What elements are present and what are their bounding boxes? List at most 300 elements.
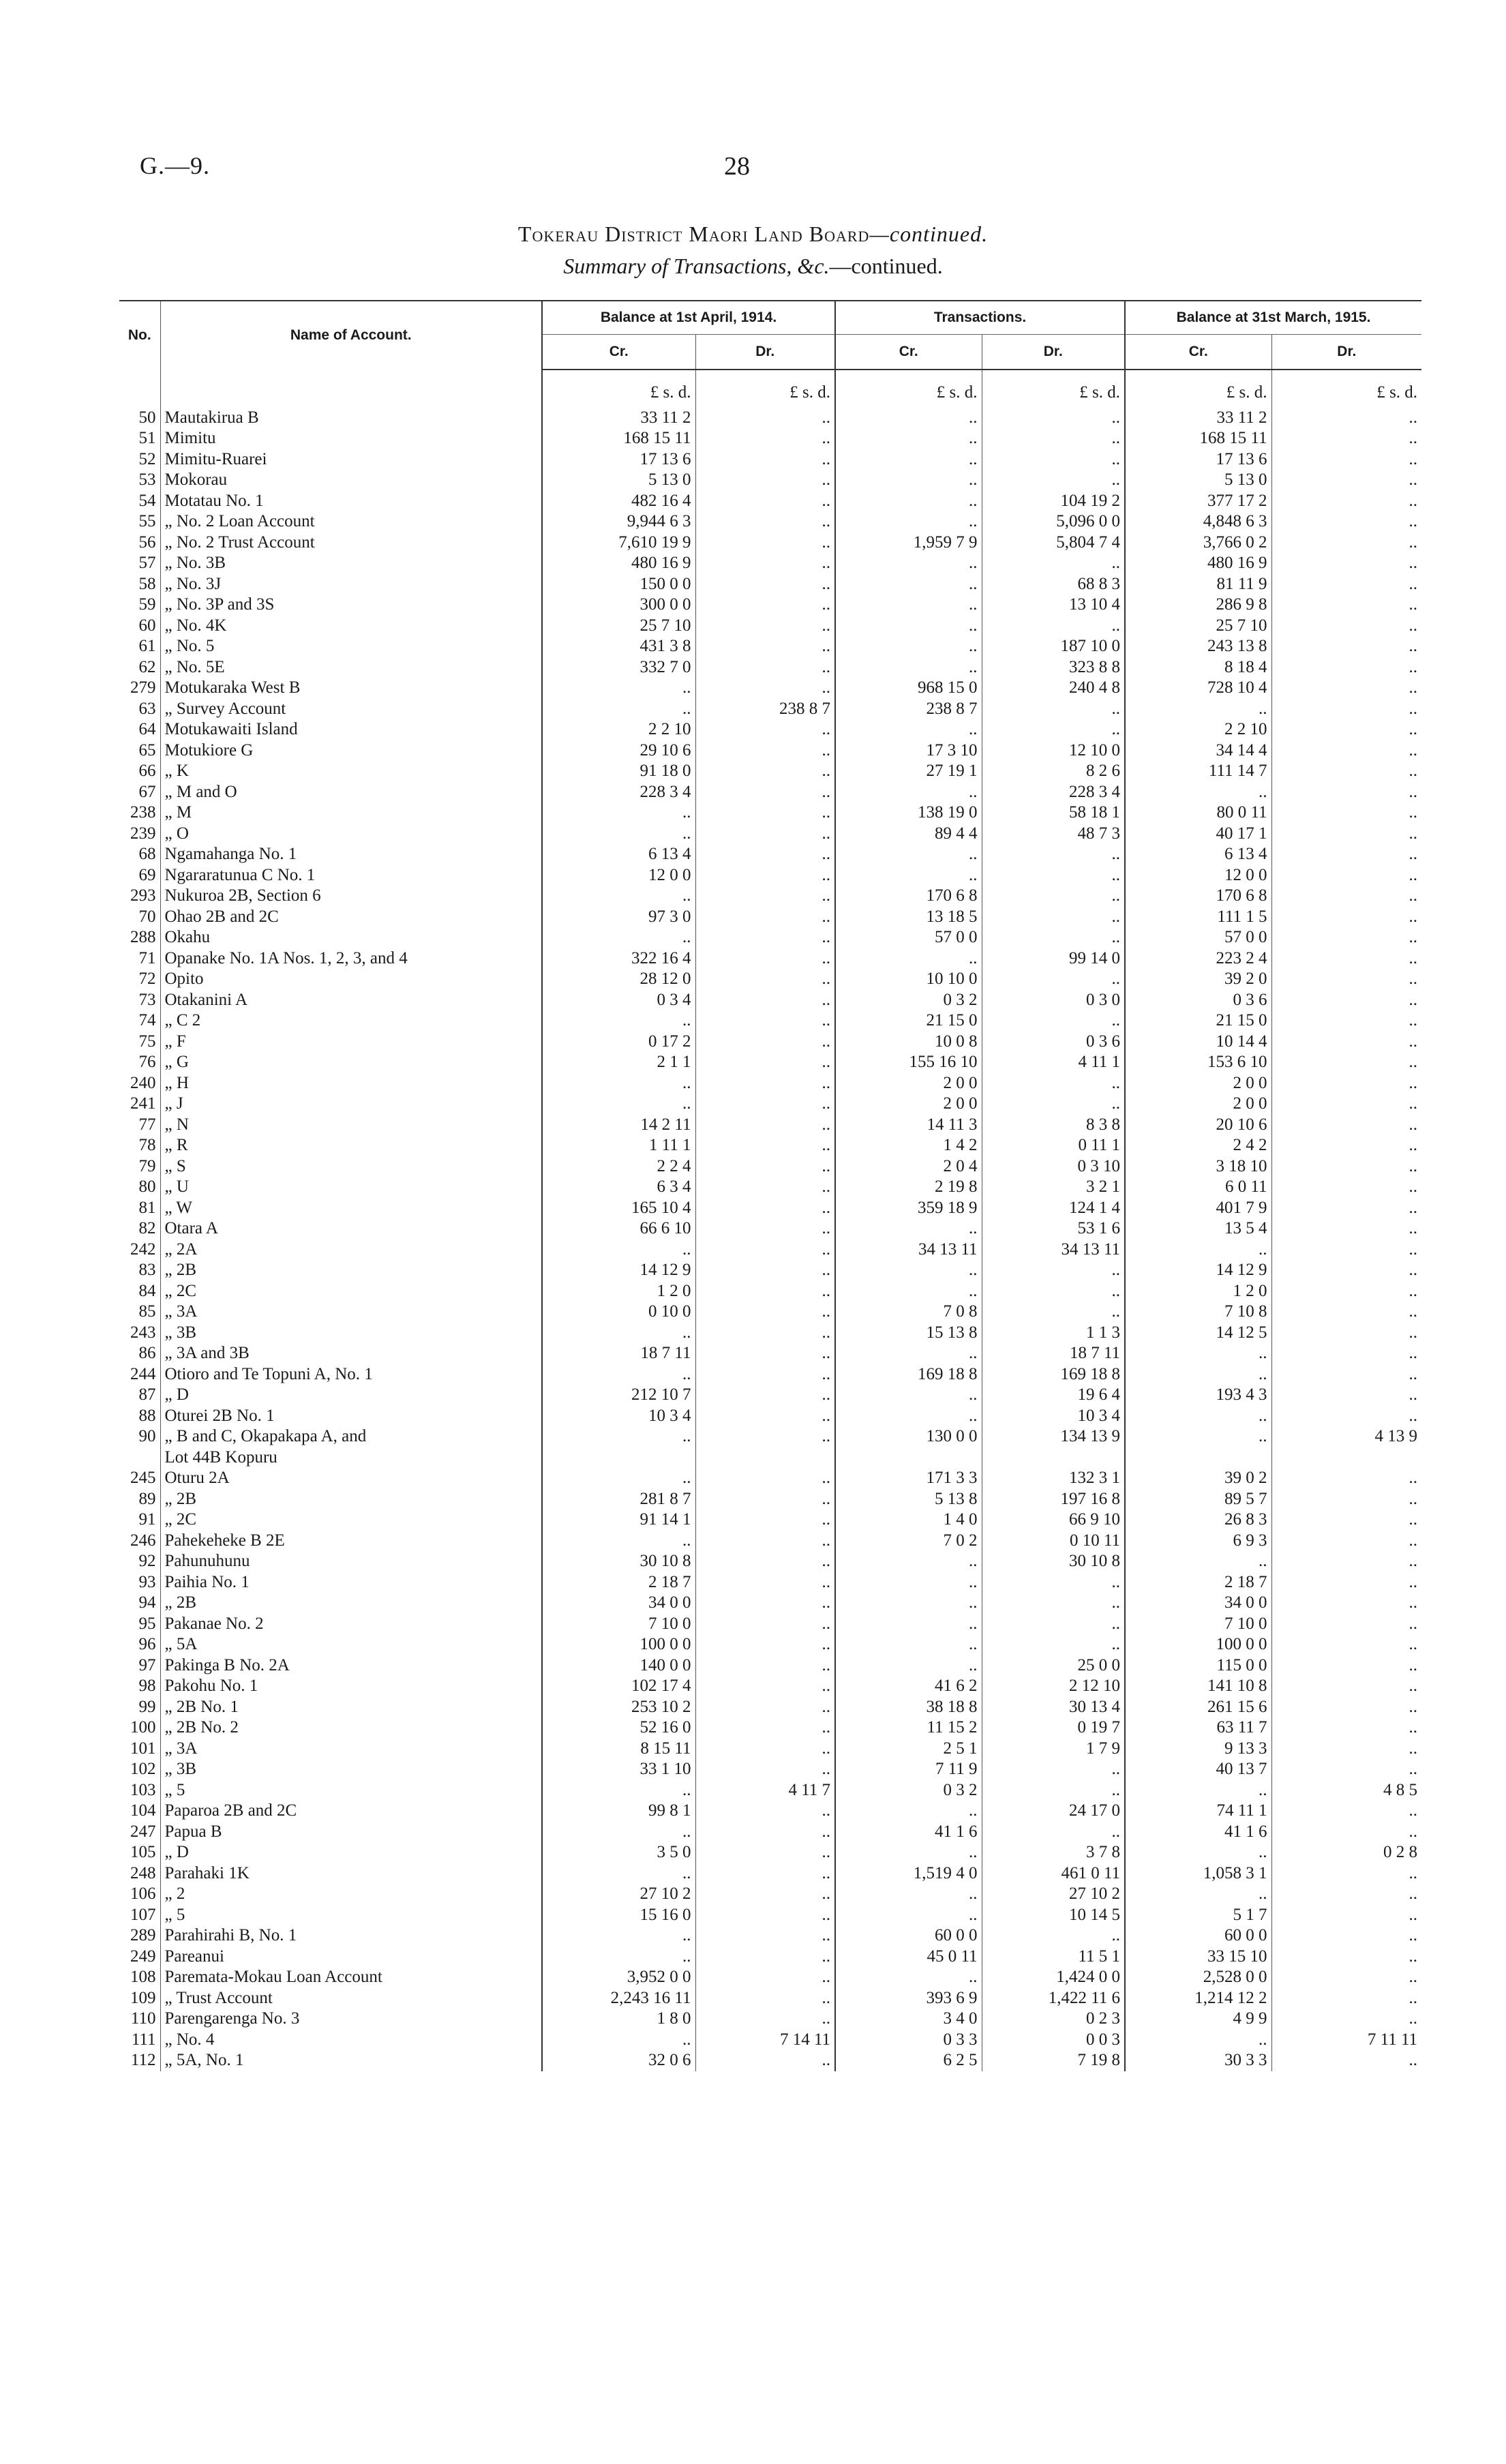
account-number: 99: [138, 1697, 156, 1716]
units-name-cell: [160, 370, 542, 408]
balance-1914-cr: 228 3 4: [542, 782, 695, 803]
balance-1915-dr: ..: [1271, 1531, 1421, 1552]
balance-1915-cr: 14 12 5: [1125, 1323, 1271, 1344]
balance-1914-dr: ..: [695, 1739, 835, 1760]
account-name: Ohao 2B and 2C: [160, 907, 542, 928]
balance-1914-cr: ..: [542, 1822, 695, 1843]
balance-1915-dr: ..: [1271, 1717, 1421, 1739]
balance-1914-cr: 29 10 6: [542, 740, 695, 762]
account-name: „ 5A, No. 1: [160, 2050, 542, 2071]
account-number: 76: [138, 1053, 156, 1071]
account-name: Opanake No. 1A Nos. 1, 2, 3, and 4: [160, 948, 542, 970]
account-number: 60: [138, 616, 156, 635]
account-number: 103: [130, 1780, 156, 1799]
balance-1914-dr: ..: [695, 1426, 835, 1447]
balance-1915-cr: 80 0 11: [1125, 802, 1271, 824]
balance-1914-dr: ..: [695, 511, 835, 532]
account-name: „ 2C: [160, 1281, 542, 1302]
transactions-cr: 968 15 0: [835, 678, 982, 699]
balance-1915-dr: ..: [1271, 761, 1421, 782]
balance-1915-dr: ..: [1271, 1614, 1421, 1635]
units-no-cell: [119, 370, 160, 408]
transactions-dr: 0 2 3: [982, 2009, 1125, 2030]
balance-1914-dr: ..: [695, 1343, 835, 1364]
account-name: „ K: [160, 761, 542, 782]
account-name: Pakohu No. 1: [160, 1676, 542, 1697]
transactions-dr: 10 14 5: [982, 1905, 1125, 1926]
account-number: 248: [130, 1863, 156, 1882]
balance-1915-dr: ..: [1271, 616, 1421, 637]
transactions-dr: 53 1 6: [982, 1218, 1125, 1239]
transactions-dr: 27 10 2: [982, 1884, 1125, 1905]
balance-1914-cr: 52 16 0: [542, 1717, 695, 1739]
account-number: 242: [130, 1239, 156, 1259]
balance-1915-cr: 12 0 0: [1125, 865, 1271, 886]
transactions-dr: 19 6 4: [982, 1385, 1125, 1406]
transactions-cr: ..: [835, 449, 982, 470]
account-number: 73: [138, 990, 156, 1009]
transactions-dr: 10 3 4: [982, 1406, 1125, 1427]
account-name: „ M and O: [160, 782, 542, 803]
transactions-dr: 13 10 4: [982, 595, 1125, 616]
account-number: 110: [130, 2009, 156, 2028]
balance-1914-cr: 8 15 11: [542, 1739, 695, 1760]
account-number: 66: [138, 762, 156, 780]
account-name: „ 2C: [160, 1509, 542, 1531]
table-row: [119, 1531, 1421, 1552]
account-number: 63: [138, 699, 156, 718]
balance-1914-dr: ..: [695, 2050, 835, 2071]
account-name: Otara A: [160, 1218, 542, 1239]
transactions-dr: ..: [982, 1302, 1125, 1323]
transactions-dr: 0 3 6: [982, 1032, 1125, 1053]
transactions-cr: 0 3 2: [835, 990, 982, 1011]
account-name: „ B and C, Okapakapa A, and: [160, 1426, 542, 1447]
balance-1914-dr: ..: [695, 2009, 835, 2030]
balance-1914-dr: ..: [695, 844, 835, 865]
balance-1915-dr: ..: [1271, 1551, 1421, 1572]
balance-1915-cr: ..: [1125, 1239, 1271, 1261]
transactions-cr: ..: [835, 1801, 982, 1822]
account-rows: [119, 408, 1421, 2071]
table-row: [119, 1717, 1421, 1739]
header-name: Name of Account.: [160, 301, 542, 370]
account-number: 111: [131, 2030, 156, 2049]
balance-1915-cr: 1,058 3 1: [1125, 1863, 1271, 1884]
balance-1914-cr: ..: [542, 1010, 695, 1032]
balance-1914-cr: ..: [542, 1780, 695, 1801]
balance-1914-cr: 91 18 0: [542, 761, 695, 782]
balance-1915-cr: 193 4 3: [1125, 1385, 1271, 1406]
account-number: 85: [138, 1302, 156, 1321]
table-row: [119, 1988, 1421, 2009]
balance-1915-dr: ..: [1271, 844, 1421, 865]
balance-1915-dr: ..: [1271, 1218, 1421, 1239]
account-number: [119, 1447, 160, 1469]
account-name: „ 2: [160, 1884, 542, 1905]
transactions-dr: 30 13 4: [982, 1697, 1125, 1718]
account-name: „ M: [160, 802, 542, 824]
account-number: 100: [130, 1718, 156, 1737]
balance-1914-cr: ..: [542, 927, 695, 948]
account-number: 82: [138, 1219, 156, 1237]
table-row: [119, 1739, 1421, 1760]
account-name: Pahunuhunu: [160, 1551, 542, 1572]
balance-1914-cr: 32 0 6: [542, 2050, 695, 2071]
transactions-cr: 2 0 4: [835, 1156, 982, 1177]
account-name: „ U: [160, 1177, 542, 1198]
balance-1914-cr: 17 13 6: [542, 449, 695, 470]
header-dr-transactions: Dr.: [982, 335, 1125, 370]
account-number: 246: [130, 1531, 156, 1550]
account-number: 90: [138, 1427, 156, 1445]
balance-1915-dr: ..: [1271, 1073, 1421, 1094]
balance-1914-cr: 15 16 0: [542, 1905, 695, 1926]
balance-1915-dr: ..: [1271, 1509, 1421, 1531]
account-name: Mokorau: [160, 470, 542, 491]
account-number: 238: [130, 803, 156, 822]
transactions-dr: [982, 1447, 1125, 1469]
balance-1914-cr: ..: [542, 1239, 695, 1261]
balance-1914-cr: 97 3 0: [542, 907, 695, 928]
table-row: [119, 782, 1421, 803]
transactions-cr: 238 8 7: [835, 699, 982, 720]
balance-1915-cr: 20 10 6: [1125, 1115, 1271, 1136]
transactions-dr: 66 9 10: [982, 1509, 1125, 1531]
transactions-dr: ..: [982, 927, 1125, 948]
transactions-cr: ..: [835, 408, 982, 429]
balance-1915-dr: ..: [1271, 1884, 1421, 1905]
account-name: „ O: [160, 824, 542, 845]
transactions-dr: ..: [982, 449, 1125, 470]
balance-1915-dr: ..: [1271, 636, 1421, 657]
balance-1915-cr: 7 10 8: [1125, 1302, 1271, 1323]
balance-1914-dr: ..: [695, 1531, 835, 1552]
balance-1915-dr: ..: [1271, 1094, 1421, 1115]
account-name: „ Trust Account: [160, 1988, 542, 2009]
balance-1914-cr: 66 6 10: [542, 1218, 695, 1239]
table-row: [119, 532, 1421, 554]
transactions-dr: 1,422 11 6: [982, 1988, 1125, 2009]
balance-1915-dr: ..: [1271, 1198, 1421, 1219]
balance-1914-dr: ..: [695, 1905, 835, 1926]
balance-1914-dr: ..: [695, 948, 835, 970]
balance-1914-cr: 99 8 1: [542, 1801, 695, 1822]
balance-1914-cr: 0 3 4: [542, 990, 695, 1011]
balance-1914-cr: 6 13 4: [542, 844, 695, 865]
units-label: £ s. d.: [835, 370, 982, 408]
balance-1915-dr: ..: [1271, 408, 1421, 429]
balance-1914-dr: ..: [695, 865, 835, 886]
account-number: 86: [138, 1344, 156, 1362]
header-no: No.: [119, 301, 160, 370]
balance-1914-dr: 7 14 11: [695, 2030, 835, 2051]
transactions-cr: 21 15 0: [835, 1010, 982, 1032]
balance-1914-dr: ..: [695, 1406, 835, 1427]
account-number: 62: [138, 657, 156, 676]
transactions-dr: ..: [982, 1634, 1125, 1655]
balance-1914-dr: ..: [695, 1156, 835, 1177]
balance-1915-cr: ..: [1125, 1780, 1271, 1801]
balance-1915-dr: ..: [1271, 1822, 1421, 1843]
account-number: 54: [138, 491, 156, 510]
balance-1915-cr: 34 0 0: [1125, 1593, 1271, 1614]
table-row: [119, 1218, 1421, 1239]
units-label: £ s. d.: [695, 370, 835, 408]
balance-1914-cr: 332 7 0: [542, 657, 695, 678]
table-row: [119, 1447, 1421, 1469]
balance-1914-cr: 3,952 0 0: [542, 1967, 695, 1988]
table-row: [119, 1925, 1421, 1947]
balance-1914-cr: 0 10 0: [542, 1302, 695, 1323]
balance-1915-cr: 261 15 6: [1125, 1697, 1271, 1718]
balance-1915-dr: ..: [1271, 1759, 1421, 1780]
transactions-dr: 0 3 0: [982, 990, 1125, 1011]
balance-1914-dr: ..: [695, 1052, 835, 1073]
account-number: 61: [138, 637, 156, 655]
balance-1914-cr: ..: [542, 1947, 695, 1968]
balance-1915-cr: 39 2 0: [1125, 969, 1271, 990]
account-name: Paparoa 2B and 2C: [160, 1801, 542, 1822]
account-name: „ 3B: [160, 1323, 542, 1344]
table-row: [119, 616, 1421, 637]
transactions-cr: 138 19 0: [835, 802, 982, 824]
balance-1915-dr: ..: [1271, 428, 1421, 449]
account-name: Paremata-Mokau Loan Account: [160, 1967, 542, 1988]
page-number: 28: [724, 152, 750, 181]
document-reference: G.—9.: [140, 152, 210, 179]
transactions-dr: 323 8 8: [982, 657, 1125, 678]
balance-1915-dr: ..: [1271, 1593, 1421, 1614]
table-row: [119, 1614, 1421, 1635]
balance-1915-cr: 21 15 0: [1125, 1010, 1271, 1032]
table-row: [119, 657, 1421, 678]
account-name: „ 5: [160, 1780, 542, 1801]
table-row: [119, 1385, 1421, 1406]
balance-1915-dr: ..: [1271, 802, 1421, 824]
transactions-dr: ..: [982, 1010, 1125, 1032]
transactions-cr: ..: [835, 1655, 982, 1677]
account-number: 289: [130, 1926, 156, 1944]
balance-1915-dr: ..: [1271, 740, 1421, 762]
balance-1914-dr: ..: [695, 1988, 835, 2009]
balance-1915-dr: ..: [1271, 470, 1421, 491]
balance-1914-dr: ..: [695, 636, 835, 657]
balance-1915-cr: 4,848 6 3: [1125, 511, 1271, 532]
balance-1915-cr: 6 0 11: [1125, 1177, 1271, 1198]
account-number: 50: [138, 408, 156, 427]
account-name: „ D: [160, 1385, 542, 1406]
transactions-table: [119, 300, 1421, 2071]
table-row: [119, 1260, 1421, 1281]
account-number: 56: [138, 532, 156, 552]
balance-1915-dr: ..: [1271, 532, 1421, 554]
balance-1915-cr: 7 10 0: [1125, 1614, 1271, 1635]
account-name: „ No. 2 Loan Account: [160, 511, 542, 532]
table-row: [119, 2030, 1421, 2051]
account-number: 58: [138, 574, 156, 593]
balance-1915-cr: 81 11 9: [1125, 574, 1271, 595]
balance-1914-dr: ..: [695, 1572, 835, 1593]
balance-1915-dr: ..: [1271, 1239, 1421, 1261]
balance-1914-cr: ..: [542, 1426, 695, 1447]
account-number: 245: [130, 1469, 156, 1487]
transactions-cr: ..: [835, 782, 982, 803]
balance-1914-dr: ..: [695, 1468, 835, 1489]
table-row: [119, 1967, 1421, 1988]
account-number: 249: [130, 1947, 156, 1966]
units-label: £ s. d.: [982, 370, 1125, 408]
balance-1915-cr: 401 7 9: [1125, 1198, 1271, 1219]
account-number: 79: [138, 1156, 156, 1175]
transactions-cr: ..: [835, 1572, 982, 1593]
balance-1915-cr: 33 11 2: [1125, 408, 1271, 429]
table-row: [119, 553, 1421, 574]
transactions-cr: 89 4 4: [835, 824, 982, 845]
balance-1914-dr: ..: [695, 1218, 835, 1239]
table-row: [119, 1489, 1421, 1510]
balance-1915-cr: 377 17 2: [1125, 491, 1271, 512]
title-continued: —continued.: [869, 222, 989, 246]
table-row: [119, 1634, 1421, 1655]
header-balance-1915: Balance at 31st March, 1915.: [1125, 301, 1421, 335]
account-number: 102: [130, 1760, 156, 1778]
balance-1915-cr: 0 3 6: [1125, 990, 1271, 1011]
transactions-cr: ..: [835, 595, 982, 616]
account-number: 240: [130, 1073, 156, 1092]
balance-1915-dr: ..: [1271, 1967, 1421, 1988]
balance-1914-dr: ..: [695, 1073, 835, 1094]
transactions-dr: ..: [982, 886, 1125, 907]
transactions-cr: 5 13 8: [835, 1489, 982, 1510]
balance-1915-cr: 2 4 2: [1125, 1135, 1271, 1156]
account-name: „ G: [160, 1052, 542, 1073]
balance-1914-cr: ..: [542, 1468, 695, 1489]
balance-1915-dr: ..: [1271, 719, 1421, 740]
transactions-cr: ..: [835, 1551, 982, 1572]
account-number: 96: [138, 1635, 156, 1653]
balance-1915-cr: ..: [1125, 782, 1271, 803]
balance-1914-dr: ..: [695, 1010, 835, 1032]
balance-1915-dr: ..: [1271, 1468, 1421, 1489]
balance-1915-cr: 14 12 9: [1125, 1260, 1271, 1281]
account-name: Okahu: [160, 927, 542, 948]
table-row: [119, 1426, 1421, 1447]
account-number: 65: [138, 740, 156, 760]
account-name: Oturei 2B No. 1: [160, 1406, 542, 1427]
account-name: „ C 2: [160, 1010, 542, 1032]
account-name: „ 5A: [160, 1634, 542, 1655]
table-row: [119, 824, 1421, 845]
balance-1914-cr: 10 3 4: [542, 1406, 695, 1427]
table-row: [119, 491, 1421, 512]
balance-1914-cr: ..: [542, 1925, 695, 1947]
balance-1914-cr: ..: [542, 802, 695, 824]
transactions-cr: ..: [835, 719, 982, 740]
table-row: [119, 1052, 1421, 1073]
transactions-cr: 6 2 5: [835, 2050, 982, 2071]
units-label: £ s. d.: [1125, 370, 1271, 408]
transactions-cr: 170 6 8: [835, 886, 982, 907]
balance-1914-cr: 18 7 11: [542, 1343, 695, 1364]
balance-1914-cr: 0 17 2: [542, 1032, 695, 1053]
table-row: [119, 1593, 1421, 1614]
balance-1914-dr: ..: [695, 1094, 835, 1115]
balance-1915-cr: 3 18 10: [1125, 1156, 1271, 1177]
balance-1914-dr: ..: [695, 1323, 835, 1344]
balance-1915-cr: 223 2 4: [1125, 948, 1271, 970]
balance-1914-cr: ..: [542, 2030, 695, 2051]
balance-1915-cr: 26 8 3: [1125, 1509, 1271, 1531]
transactions-cr: 3 4 0: [835, 2009, 982, 2030]
transactions-cr: ..: [835, 1634, 982, 1655]
balance-1914-dr: ..: [695, 1115, 835, 1136]
balance-1914-cr: 100 0 0: [542, 1634, 695, 1655]
account-number: 105: [130, 1843, 156, 1861]
account-number: 72: [138, 970, 156, 988]
transactions-dr: 134 13 9: [982, 1426, 1125, 1447]
balance-1914-cr: 140 0 0: [542, 1655, 695, 1677]
transactions-dr: 7 19 8: [982, 2050, 1125, 2071]
account-number: 93: [138, 1572, 156, 1591]
balance-1914-cr: ..: [542, 1364, 695, 1385]
account-name: „ No. 3B: [160, 553, 542, 574]
transactions-cr: 10 10 0: [835, 969, 982, 990]
balance-1914-cr: ..: [542, 1094, 695, 1115]
account-name: Pakinga B No. 2A: [160, 1655, 542, 1677]
transactions-dr: 1 1 3: [982, 1323, 1125, 1344]
account-name: Motukawaiti Island: [160, 719, 542, 740]
account-number: 243: [130, 1323, 156, 1342]
balance-1914-dr: 4 11 7: [695, 1780, 835, 1801]
transactions-dr: 24 17 0: [982, 1801, 1125, 1822]
header-dr-1915: Dr.: [1271, 335, 1421, 370]
account-name: Lot 44B Kopuru: [160, 1447, 542, 1469]
account-number: 91: [138, 1510, 156, 1529]
transactions-dr: ..: [982, 1094, 1125, 1115]
transactions-cr: 45 0 11: [835, 1947, 982, 1968]
table-row: [119, 699, 1421, 720]
transactions-dr: 11 5 1: [982, 1947, 1125, 1968]
balance-1914-cr: 102 17 4: [542, 1676, 695, 1697]
account-name: Motukaraka West B: [160, 678, 542, 699]
transactions-cr: 1 4 2: [835, 1135, 982, 1156]
table-row: [119, 636, 1421, 657]
balance-1914-dr: ..: [695, 1634, 835, 1655]
account-number: 239: [130, 824, 156, 843]
transactions-dr: ..: [982, 1593, 1125, 1614]
balance-1914-cr: ..: [542, 1863, 695, 1884]
balance-1915-dr: ..: [1271, 990, 1421, 1011]
account-number: 97: [138, 1655, 156, 1674]
table-row: [119, 449, 1421, 470]
table-row: [119, 678, 1421, 699]
transactions-cr: 1,959 7 9: [835, 532, 982, 554]
header-transactions: Transactions.: [835, 301, 1125, 335]
transactions-dr: 187 10 0: [982, 636, 1125, 657]
balance-1915-cr: 115 0 0: [1125, 1655, 1271, 1677]
units-label: £ s. d.: [542, 370, 695, 408]
account-number: 279: [130, 678, 156, 697]
account-name: Ngamahanga No. 1: [160, 844, 542, 865]
title-main: Tokerau District Maori Land Board: [517, 222, 870, 246]
table-row: [119, 1239, 1421, 1261]
transactions-dr: 0 10 11: [982, 1531, 1125, 1552]
account-number: 51: [138, 429, 156, 447]
table-row: [119, 1302, 1421, 1323]
transactions-cr: 169 18 8: [835, 1364, 982, 1385]
balance-1915-cr: 111 14 7: [1125, 761, 1271, 782]
